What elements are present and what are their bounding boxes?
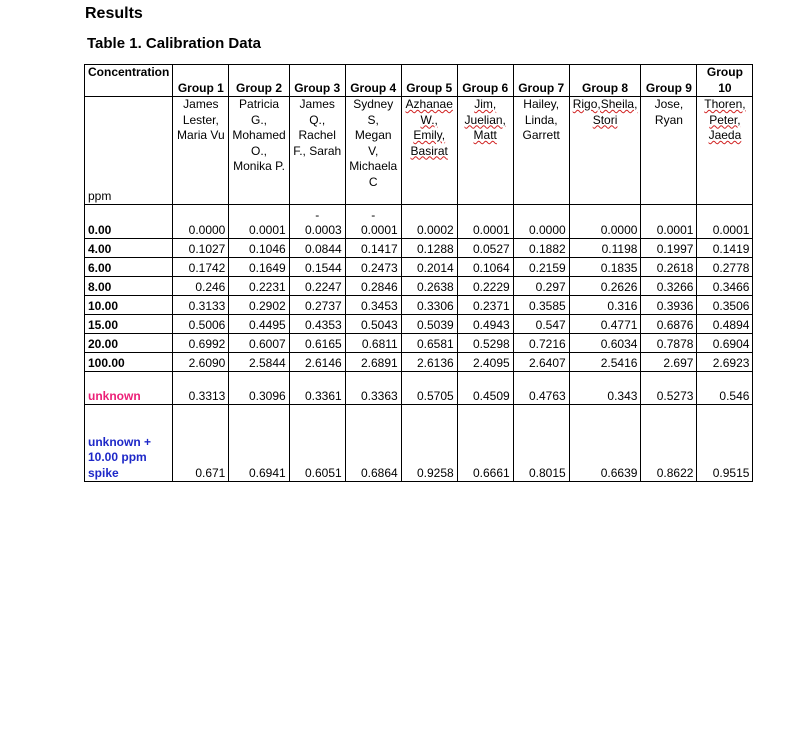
absorbance-value: 0.6904 — [697, 334, 753, 353]
absorbance-value: 2.5844 — [229, 353, 289, 372]
absorbance-value: 0.671 — [173, 405, 229, 482]
absorbance-value: 0.0002 — [401, 205, 457, 239]
absorbance-value: 0.7878 — [641, 334, 697, 353]
group-header: Group 2 — [229, 65, 289, 97]
group-members: Azhanae W., Emily, Basirat — [401, 97, 457, 205]
absorbance-value: 0.3453 — [345, 296, 401, 315]
group-members: Rigo,Sheila, Stori — [569, 97, 641, 205]
absorbance-value: 0.4894 — [697, 315, 753, 334]
unit-label: ppm — [85, 97, 173, 205]
absorbance-value — [345, 205, 401, 239]
absorbance-value: 0.6034 — [569, 334, 641, 353]
absorbance-value: 0.6876 — [641, 315, 697, 334]
absorbance-value: 0.4943 — [457, 315, 513, 334]
absorbance-value: 2.5416 — [569, 353, 641, 372]
absorbance-value: 0.1544 — [289, 258, 345, 277]
absorbance-value: 0.3506 — [697, 296, 753, 315]
absorbance-value: 0.4495 — [229, 315, 289, 334]
absorbance-value: 0.3363 — [345, 372, 401, 405]
concentration-value: 100.00 — [85, 353, 173, 372]
absorbance-value: 0.1417 — [345, 239, 401, 258]
absorbance-value: 0.9515 — [697, 405, 753, 482]
absorbance-value: 0.9258 — [401, 405, 457, 482]
absorbance-value: 0.316 — [569, 296, 641, 315]
absorbance-value: 0.6864 — [345, 405, 401, 482]
table-caption: Table 1. Calibration Data — [87, 35, 261, 52]
absorbance-value: 0.2618 — [641, 258, 697, 277]
group-header: Group 7 — [513, 65, 569, 97]
absorbance-value: 0.1997 — [641, 239, 697, 258]
absorbance-value: 0.5043 — [345, 315, 401, 334]
absorbance-value: 0.2473 — [345, 258, 401, 277]
group-header: Group 6 — [457, 65, 513, 97]
absorbance-value: 0.297 — [513, 277, 569, 296]
group-members: Patricia G., Mohamed O., Monika P. — [229, 97, 289, 205]
absorbance-value: 0.4771 — [569, 315, 641, 334]
absorbance-value: 0.3585 — [513, 296, 569, 315]
absorbance-value: 0.3466 — [697, 277, 753, 296]
absorbance-value: 0.2159 — [513, 258, 569, 277]
table-row — [85, 205, 753, 239]
table-row — [85, 353, 753, 372]
group-members: Hailey, Linda, Garrett — [513, 97, 569, 205]
header-row — [85, 65, 753, 97]
table-row — [85, 296, 753, 315]
negative-sign: - — [315, 207, 320, 222]
absorbance-value: 0.1649 — [229, 258, 289, 277]
absorbance-value: 0.5298 — [457, 334, 513, 353]
table-row — [85, 315, 753, 334]
concentration-value: 0.00 — [85, 205, 173, 239]
absorbance-value: 0.1046 — [229, 239, 289, 258]
absorbance-value: 0.0527 — [457, 239, 513, 258]
absorbance-value: 0.4763 — [513, 372, 569, 405]
absorbance-value: 0.546 — [697, 372, 753, 405]
magnitude: 0.0001 — [361, 222, 398, 237]
results-heading: Results — [85, 5, 143, 22]
negative-sign: - — [371, 207, 376, 222]
absorbance-value: 0.2778 — [697, 258, 753, 277]
unknown-row — [85, 372, 753, 405]
spike-row — [85, 405, 753, 482]
absorbance-value: 0.1288 — [401, 239, 457, 258]
absorbance-value: 0.2737 — [289, 296, 345, 315]
absorbance-value: 0.6661 — [457, 405, 513, 482]
absorbance-value: 0.2638 — [401, 277, 457, 296]
concentration-value: 10.00 — [85, 296, 173, 315]
absorbance-value: 0.2626 — [569, 277, 641, 296]
absorbance-value: 0.3133 — [173, 296, 229, 315]
concentration-value: 4.00 — [85, 239, 173, 258]
absorbance-value: 0.0000 — [569, 205, 641, 239]
absorbance-value: 0.6992 — [173, 334, 229, 353]
group-members: Sydney S, Megan V, Michaela C — [345, 97, 401, 205]
concentration-value: 20.00 — [85, 334, 173, 353]
absorbance-value: 0.5705 — [401, 372, 457, 405]
group-header: Group 1 — [173, 65, 229, 97]
table-row — [85, 277, 753, 296]
absorbance-value: 0.3306 — [401, 296, 457, 315]
absorbance-value: 2.6136 — [401, 353, 457, 372]
absorbance-value: 0.343 — [569, 372, 641, 405]
absorbance-value: 0.1882 — [513, 239, 569, 258]
absorbance-value: 0.0000 — [513, 205, 569, 239]
absorbance-value: 0.0001 — [229, 205, 289, 239]
absorbance-value: 2.6407 — [513, 353, 569, 372]
group-members: James Lester, Maria Vu — [173, 97, 229, 205]
absorbance-value: 0.0844 — [289, 239, 345, 258]
absorbance-value: 0.6051 — [289, 405, 345, 482]
absorbance-value: 0.1835 — [569, 258, 641, 277]
absorbance-value: 0.1742 — [173, 258, 229, 277]
group-members: Jim, Juelian, Matt — [457, 97, 513, 205]
absorbance-value: 0.3361 — [289, 372, 345, 405]
group-header: Group 10 — [697, 65, 753, 97]
absorbance-value: 2.6090 — [173, 353, 229, 372]
absorbance-value: 0.4353 — [289, 315, 345, 334]
group-header: Group 8 — [569, 65, 641, 97]
absorbance-value: 0.0000 — [173, 205, 229, 239]
absorbance-value: 2.6891 — [345, 353, 401, 372]
unknown-label: unknown — [85, 372, 173, 405]
calibration-table — [84, 64, 753, 482]
concentration-value: 8.00 — [85, 277, 173, 296]
absorbance-value: 2.6146 — [289, 353, 345, 372]
absorbance-value: 0.2229 — [457, 277, 513, 296]
absorbance-value: 0.4509 — [457, 372, 513, 405]
absorbance-value — [289, 205, 345, 239]
absorbance-value: 2.697 — [641, 353, 697, 372]
absorbance-value: 0.1198 — [569, 239, 641, 258]
absorbance-value: 0.3313 — [173, 372, 229, 405]
absorbance-value: 0.3096 — [229, 372, 289, 405]
absorbance-value: 0.5039 — [401, 315, 457, 334]
group-header: Group 5 — [401, 65, 457, 97]
group-members: Jose, Ryan — [641, 97, 697, 205]
absorbance-value: 0.2846 — [345, 277, 401, 296]
absorbance-value: 0.0001 — [457, 205, 513, 239]
group-members: Thoren, Peter, Jaeda — [697, 97, 753, 205]
absorbance-value: 0.6581 — [401, 334, 457, 353]
absorbance-value: 2.6923 — [697, 353, 753, 372]
absorbance-value: 0.547 — [513, 315, 569, 334]
absorbance-value: 0.8622 — [641, 405, 697, 482]
concentration-value: 15.00 — [85, 315, 173, 334]
table-row — [85, 258, 753, 277]
absorbance-value: 0.6811 — [345, 334, 401, 353]
absorbance-value: 0.6941 — [229, 405, 289, 482]
concentration-value: 6.00 — [85, 258, 173, 277]
magnitude: 0.0003 — [305, 222, 342, 237]
absorbance-value: 0.2014 — [401, 258, 457, 277]
absorbance-value: 0.3266 — [641, 277, 697, 296]
absorbance-value: 0.0001 — [697, 205, 753, 239]
absorbance-value: 0.2231 — [229, 277, 289, 296]
group-members: James Q., Rachel F., Sarah — [289, 97, 345, 205]
absorbance-value: 0.7216 — [513, 334, 569, 353]
absorbance-value: 0.2247 — [289, 277, 345, 296]
absorbance-value: 0.5273 — [641, 372, 697, 405]
absorbance-value: 0.1419 — [697, 239, 753, 258]
group-header: Group 4 — [345, 65, 401, 97]
spike-label: unknown + 10.00 ppm spike — [85, 405, 173, 482]
absorbance-value: 0.1027 — [173, 239, 229, 258]
group-header: Group 9 — [641, 65, 697, 97]
concentration-header: Concentration — [85, 65, 173, 97]
absorbance-value: 2.4095 — [457, 353, 513, 372]
absorbance-value: 0.3936 — [641, 296, 697, 315]
table-row — [85, 334, 753, 353]
absorbance-value: 0.246 — [173, 277, 229, 296]
absorbance-value: 0.8015 — [513, 405, 569, 482]
absorbance-value: 0.2371 — [457, 296, 513, 315]
absorbance-value: 0.6639 — [569, 405, 641, 482]
table-row — [85, 239, 753, 258]
members-row — [85, 97, 753, 205]
absorbance-value: 0.0001 — [641, 205, 697, 239]
absorbance-value: 0.6007 — [229, 334, 289, 353]
absorbance-value: 0.1064 — [457, 258, 513, 277]
absorbance-value: 0.5006 — [173, 315, 229, 334]
absorbance-value: 0.2902 — [229, 296, 289, 315]
group-header: Group 3 — [289, 65, 345, 97]
absorbance-value: 0.6165 — [289, 334, 345, 353]
